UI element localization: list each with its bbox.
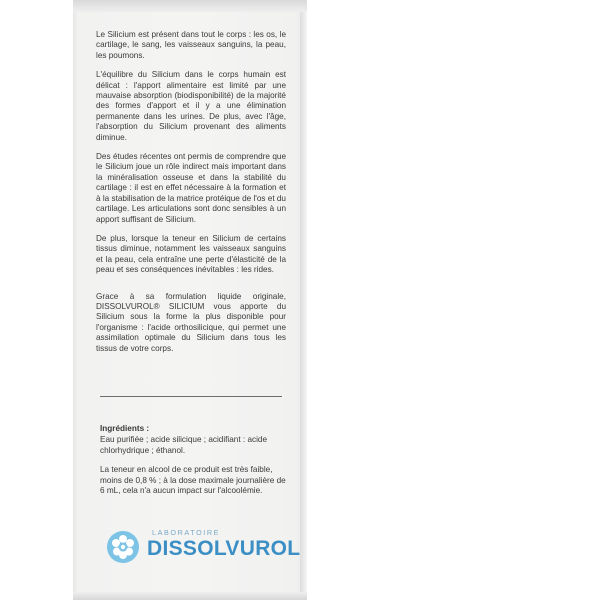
paragraph-2: L'équilibre du Silicium dans le corps humain est délicat : l'apport alimentaire est limité par une mauvaise absorption (biodisponibilité) de la majorité des formes d'apport et il y a une élimination permanente dans les urines. De plus, avec l'âge, l'absorption du Silicium provenant des aliments diminue.: [96, 70, 286, 142]
paragraph-5: Grace à sa formulation liquide originale, DISSOLVUROL® SILICIUM vous apporte du Silicium sous la forme la plus disponible pour l'organisme : l'acide orthosilicique, qui permet une assimilation optimale du Silicium dans tous les tissus de votre corps.: [96, 291, 286, 353]
paragraph-3: Des études récentes ont permis de comprendre que le Silicium joue un rôle indirect mais important dans la minéralisation osseuse et dans la stabilité du cartilage : il est en effet nécessaire à la formation et à la stabilisation de la matrice protéique de l'os et du cartilage. Les articulations sont donc sensibles à un apport suffisant de Silicium.: [96, 152, 286, 224]
flower-mark-icon: [106, 530, 140, 564]
background-right: [307, 0, 600, 600]
ingredients-heading: Ingrédients :: [100, 424, 150, 433]
alcohol-note: La teneur en alcool de ce produit est très faible, moins de 0,8 % ; à la dose maximale journalière de 6 mL, cela n'a aucun impact sur l'alcoolémie.: [100, 465, 286, 496]
package-bottom-fold: [73, 592, 307, 600]
ingredients-text: Eau purifiée ; acide silicique ; acidifiant : acide chlorhydrique ; éthanol.: [100, 435, 268, 455]
paragraph-4: De plus, lorsque la teneur en Silicium de certains tissus diminue, notamment les vaisseaux sanguins et la peau, cela entraîne une perte d'élasticité de la peau et ses conséquences inévitables : les rides.: [96, 233, 286, 275]
divider-line: [100, 396, 282, 397]
paragraph-1: Le Silicium est présent dans tout le corps : les os, le cartilage, le sang, les vaisseaux sanguins, la peau, les poumons.: [96, 30, 286, 60]
ingredients-section: [100, 424, 286, 505]
logo-brand-name: DISSOLVUROL: [147, 537, 301, 560]
brand-logo: [106, 528, 306, 568]
package-top-fold: [73, 0, 307, 12]
logo-laboratoire-text: LABORATOIRE: [152, 528, 221, 537]
package-edge: [300, 0, 307, 600]
description-text: [96, 30, 286, 363]
